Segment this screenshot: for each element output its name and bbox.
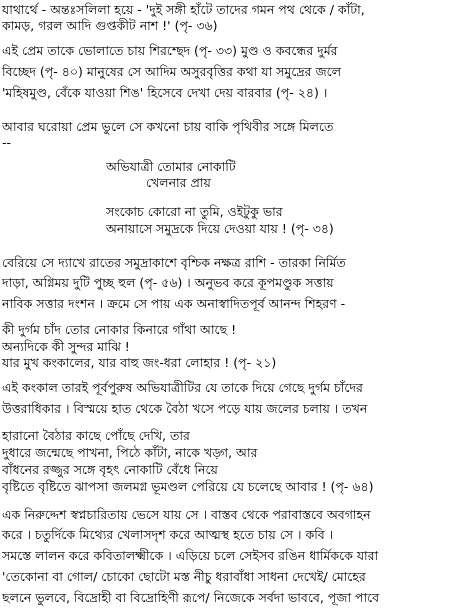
text-line: যাথার্থে - অন্তঃসলিলা হয়ে - 'দুই সঙ্গী হাঁটে তাদের গমন পথ থেকে / কাঁটা,	[2, 2, 365, 17]
verse-line: দুধারে জন্মেছে পাখনা, পিঠে কাঁটা, নাকে খড়্গ, আর	[2, 445, 258, 460]
text-line: বেরিয়ে সে দ্যাখে রাতের সমুদ্রাকাশে বৃশ্চিক নক্ষত্র রাশি - তারকা নির্মিত	[2, 255, 346, 270]
text-line: কামড়, গরল আদি গুপ্তকীট নাশ !' (পৃ- ৩৬)	[2, 18, 218, 33]
text-line: 'মহিষমুণ্ড, বেঁকে যাওয়া শিঙ' হিসেবে দেখা দেয় বারবার (পৃ- ২৪) ।	[2, 85, 328, 100]
text-line: আবার ঘরোয়া প্রেম ভুলে সে কখনো চায় বাকি পৃথিবীর সঙ্গে মিলতে	[2, 119, 334, 134]
verse-line: বৃষ্টিতে বৃষ্টিতে ঝাপসা জলমগ্ন ভূমণ্ডল পেরিয়ে যে চলেছে আবার ! (পৃ- ৬৪)	[2, 479, 374, 494]
verse-line: যার মুখ কংকালের, যার বাহু জং-ধরা লোহার ! (পৃ- ২১)	[2, 355, 277, 370]
text-line: বিচ্ছেদ (পৃ- ৪০) মানুষের সে আদিম অসুরবৃত্তির কথা যা সমুদ্রের জলে	[2, 64, 342, 79]
verse-line: বাঁধনের রজ্জুর সঙ্গে বৃহৎ নোকাটি বেঁধে নিয়ে	[2, 462, 218, 477]
text-line: এই প্রেম তাকে ভোলাতে চায় শিরশ্ছেদ (পৃ- ৩৩) মুণ্ড ও কবন্ধের দুর্মর	[2, 43, 338, 58]
text-line: নাবিক সত্তার দংশন । ক্রমে সে পায় এক অনাস্বাদিতপূর্ব আনন্দ শিহরণ -	[2, 296, 346, 311]
verse-line: হারানো বৈঠার কাছে পোঁছে দেখি, তার	[2, 428, 190, 443]
verse-line: অনায়াসে সমুদ্রকে দিয়ে দেওয়া যায় ! (পৃ- ৩৪)	[106, 221, 334, 236]
verse-line: খেলনার প্রায়	[146, 175, 211, 190]
verse-line: সংকোচ কোরো না তুমি, ওইটুকু ভার	[106, 204, 283, 219]
text-line: 'তেকোনা বা গোল/ চোকো ছোটো মস্ত নীচু ধরাবাঁধা সাধনা দেখেই/ মোহের	[2, 569, 366, 584]
text-line: করে । চতুর্দিকে মিথ্যের খেলাসদৃশ করে আত্মস্থ হতে চায় সে । কবি ।	[2, 527, 334, 542]
verse-line: অন্যদিকে কী সুন্দর মাঝি !	[2, 339, 130, 354]
text-line: এক নিরুদ্দেশ স্বপ্নচারিতায় ভেসে যায় সে । বাস্তব থেকে পরাবাস্তবে অবগাহন	[2, 507, 371, 522]
text-line: সমস্তে লালন করে কবিতালক্ষ্মীকে । এড়িয়ে চলে সেইসব রঙিন ধার্মিককে যারা	[2, 548, 379, 563]
verse-line: কী দুর্গম চাঁদ তোর নোকার কিনারে গাঁথা আছে !	[2, 322, 237, 337]
text-line: ছলনে ভুলবে, বিদ্রোহী বা বিদ্রোহিণী রূপে/ নিজেকে সর্বদা ভাববে, পূজা পাবে	[2, 590, 380, 605]
text-line: এই কংকাল তারই পূর্বপুরুষ অভিযাত্রীটির যে তাকে দিয়ে গেছে দুর্গম চাঁদের	[2, 380, 363, 395]
text-line: উত্তরাধিকার । বিস্ময়ে হাত থেকে বৈঠা খসে পড়ে যায় জলের চলায় । তখন	[2, 401, 368, 416]
text-line: --	[2, 135, 12, 150]
verse-line: অভিযাত্রী তোমার নোকাটি	[106, 159, 236, 174]
text-line: দাড়া, অগ্নিময় দুটি পুচ্ছ হুল (পৃ- ৫৬) । অনুভব করে কূপমণ্ডুক সত্তায়	[2, 275, 334, 290]
